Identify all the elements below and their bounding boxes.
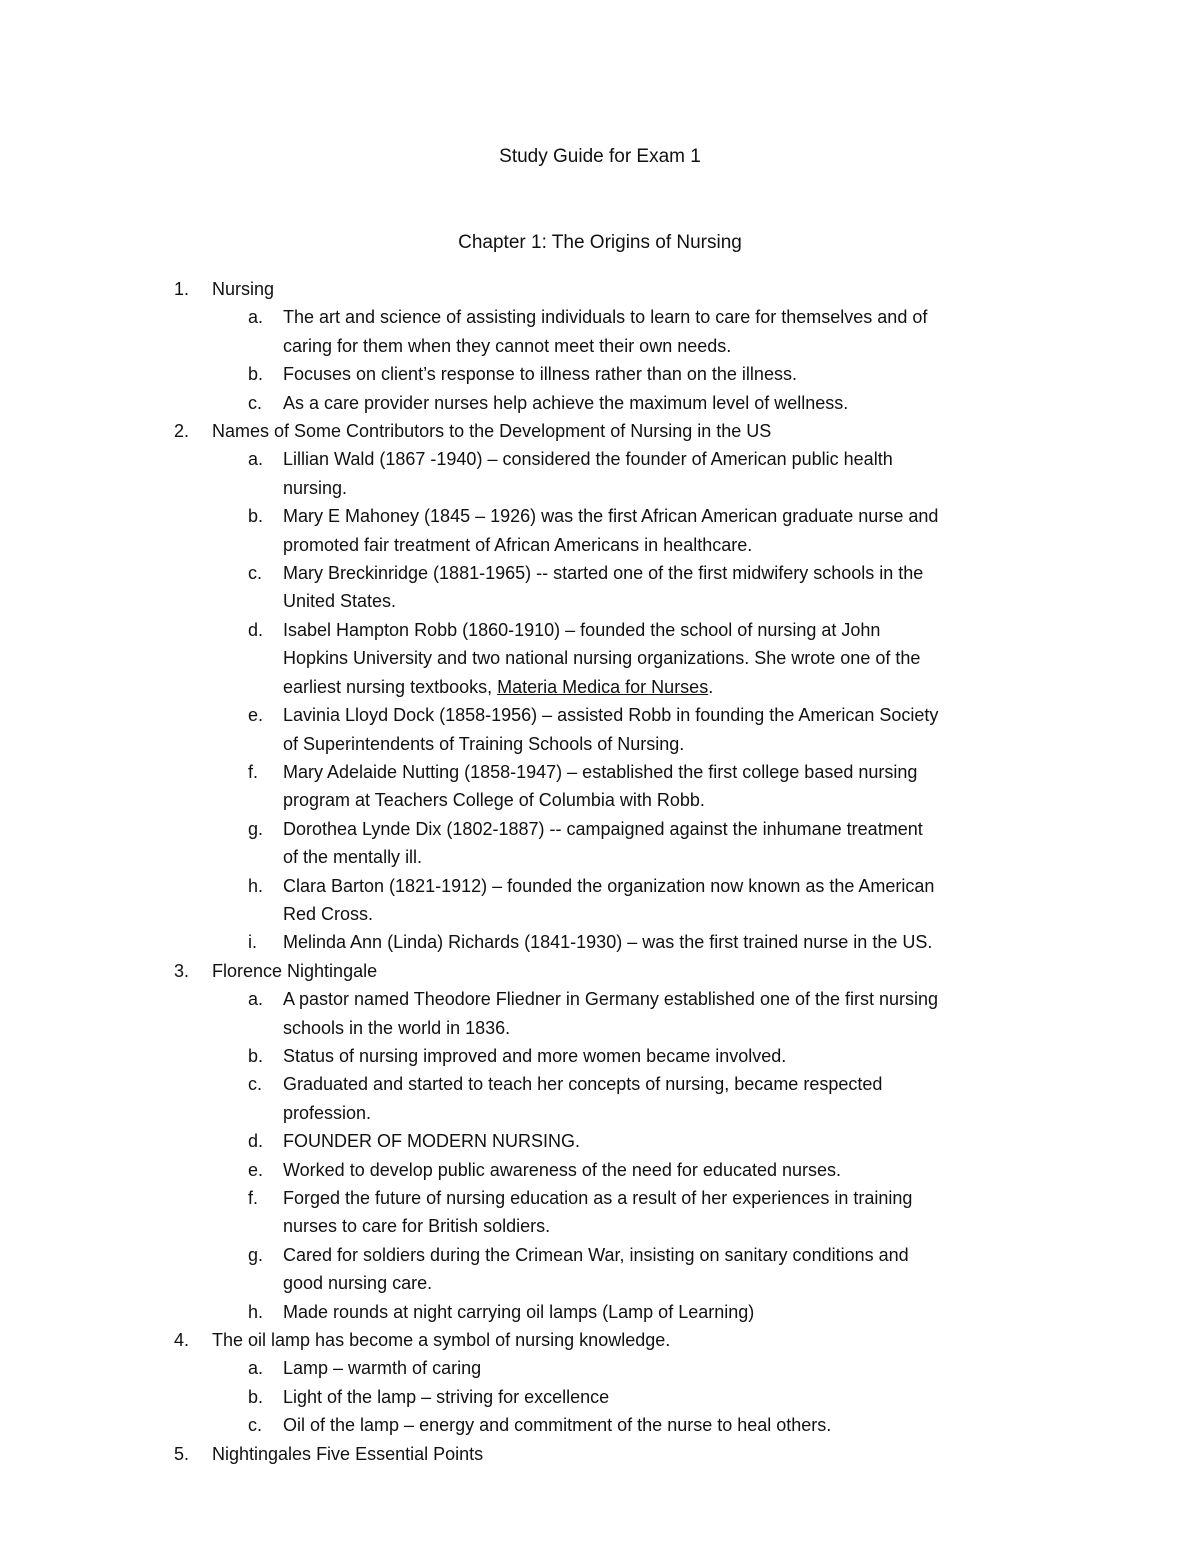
book-title: Materia Medica for Nurses (497, 676, 709, 697)
chapter-heading: Chapter 1: The Origins of Nursing (458, 232, 742, 253)
outline-sub-item-text: A pastor named Theodore Fliedner in Germany established one of the first nursing schools in the world in 1836. (283, 989, 939, 1038)
trailing-punctuation: . (708, 676, 714, 697)
outline-item-text: Nightingales Five Essential Points (212, 1443, 484, 1464)
document-title: Study Guide for Exam 1 (499, 146, 701, 167)
outline-sub-item-text: FOUNDER OF MODERN NURSING. (283, 1131, 580, 1152)
outline-sub-item-letter: f. (248, 761, 259, 782)
outline-item-number: 5. (174, 1443, 190, 1464)
sub-list (212, 985, 1070, 1326)
outline-sub-item-letter: c. (248, 1074, 263, 1095)
outline-list (0, 275, 1200, 1468)
outline-item-text: The oil lamp has become a symbol of nursing knowledge. (212, 1330, 671, 1351)
outline-sub-item (0, 389, 1070, 417)
outline-sub-item (0, 928, 1070, 956)
outline-sub-item (0, 1042, 1070, 1070)
outline-sub-item (0, 872, 1070, 929)
outline-sub-item-text: Light of the lamp – striving for excellence (283, 1386, 610, 1407)
outline-sub-item (0, 1156, 1070, 1184)
outline-item-text: Florence Nightingale (212, 960, 378, 981)
outline-sub-item-text: Graduated and started to teach her concepts of nursing, became respected profession. (283, 1074, 883, 1123)
outline-sub-item-text: Status of nursing improved and more women became involved. (283, 1045, 787, 1066)
outline-sub-item-text: Made rounds at night carrying oil lamps (Lamp of Learning) (283, 1301, 755, 1322)
outline-sub-item-letter: e. (248, 705, 264, 726)
outline-sub-item (0, 303, 1070, 360)
outline-item-number: 3. (174, 960, 190, 981)
outline-sub-item-text: Lamp – warmth of caring (283, 1358, 482, 1379)
outline-sub-item-letter: h. (248, 875, 264, 896)
outline-sub-item (0, 360, 1070, 388)
outline-sub-item (0, 1127, 1070, 1155)
outline-sub-item-letter: i. (248, 932, 257, 953)
outline-item (0, 957, 1200, 1326)
outline-sub-item (0, 1241, 1070, 1298)
outline-sub-item (0, 1383, 1070, 1411)
outline-item-number: 1. (174, 279, 190, 299)
outline-sub-item-text: Mary Breckinridge (1881-1965) -- started one of the first midwifery schools in the United States. (283, 563, 924, 612)
outline-sub-item (0, 502, 1070, 559)
outline-sub-item (0, 985, 1070, 1042)
outline-sub-item (0, 758, 1070, 815)
outline-sub-item-text: Clara Barton (1821-1912) – founded the organization now known as the American Red Cross. (283, 875, 935, 924)
outline-sub-item (0, 1070, 1070, 1127)
outline-item-text: Names of Some Contributors to the Development of Nursing in the US (212, 421, 772, 442)
outline-sub-item-text: Cared for soldiers during the Crimean War, insisting on sanitary conditions and good nursing care. (283, 1244, 909, 1294)
outline-sub-item-letter: h. (248, 1301, 264, 1322)
outline-sub-item-text: Mary E Mahoney (1845 – 1926) was the first African American graduate nurse and promoted fair treatment of African Americans in healthcare. (283, 506, 939, 555)
outline-sub-item-text: Lavinia Lloyd Dock (1858-1956) – assisted Robb in founding the American Society of Superintendents of Training Schools of Nursing. (283, 705, 939, 754)
outline-item-text: Nursing (212, 279, 275, 299)
outline-item-number: 4. (174, 1330, 190, 1351)
outline-sub-item-letter: d. (248, 619, 264, 640)
outline-sub-item-letter: c. (248, 392, 263, 413)
outline-item-number: 2. (174, 421, 190, 442)
outline-sub-item-text: Melinda Ann (Linda) Richards (1841-1930) – was the first trained nurse in the US. (283, 932, 933, 953)
outline-sub-item-letter: b. (248, 1386, 264, 1407)
outline-sub-item-text: Mary Adelaide Nutting (1858-1947) – established the first college based nursing program at Teachers College of Columbia with Robb. (283, 761, 918, 811)
outline-sub-item (0, 1184, 1070, 1241)
outline-sub-item (0, 815, 1070, 872)
sub-list (212, 1354, 1070, 1439)
outline-sub-item (0, 1354, 1070, 1382)
outline-sub-item-letter: a. (248, 449, 264, 470)
outline-sub-item-letter: b. (248, 1045, 264, 1066)
outline-sub-item-letter: a. (248, 989, 264, 1010)
outline-sub-item (0, 1411, 1070, 1439)
outline-sub-item (0, 1298, 1070, 1326)
outline-sub-item-text: Oil of the lamp – energy and commitment of the nurse to heal others. (283, 1415, 832, 1436)
outline-sub-item-letter: b. (248, 364, 264, 385)
outline-sub-item-letter: a. (248, 307, 264, 328)
outline-sub-item-letter: a. (248, 1358, 264, 1379)
outline-sub-item-letter: c. (248, 563, 263, 584)
outline-sub-item-text: As a care provider nurses help achieve the maximum level of wellness. (283, 392, 849, 413)
outline-sub-item-letter: g. (248, 1244, 264, 1265)
outline-sub-item-text: Focuses on client’s response to illness rather than on the illness. (283, 364, 797, 385)
outline-sub-item-text: Lillian Wald (1867 -1940) – considered the founder of American public health nursing. (283, 449, 893, 498)
outline-sub-item-letter: c. (248, 1415, 263, 1436)
outline-item (0, 417, 1200, 957)
outline-item (0, 275, 1200, 417)
outline-sub-item-letter: d. (248, 1131, 264, 1152)
outline-sub-item-text: Worked to develop public awareness of the need for educated nurses. (283, 1159, 842, 1180)
outline-sub-item (0, 701, 1070, 758)
outline-sub-item-text: The art and science of assisting individuals to learn to care for themselves and of caring for them when they cannot meet their own needs. (283, 307, 928, 356)
outline-sub-item-letter: f. (248, 1188, 259, 1208)
outline-sub-item (0, 445, 1070, 502)
outline-sub-item-text: Isabel Hampton Robb (1860-1910) – founded the school of nursing at John Hopkins University and two national nursing organizations. She wrote one of the earliest nursing textbooks, (283, 619, 921, 697)
outline-sub-item-letter: b. (248, 506, 264, 527)
outline-item (0, 1326, 1200, 1440)
outline-sub-item-text: Dorothea Lynde Dix (1802-1887) -- campaigned against the inhumane treatment of the mentally ill. (283, 818, 923, 868)
outline-sub-item-letter: g. (248, 818, 264, 839)
outline-sub-item-letter: e. (248, 1159, 264, 1180)
outline-item (0, 1440, 1200, 1468)
outline-sub-item (0, 559, 1070, 616)
outline-sub-item (0, 616, 1070, 701)
sub-list (212, 303, 1070, 417)
sub-list (212, 445, 1070, 956)
outline-sub-item-text: Forged the future of nursing education as a result of her experiences in training nurses to care for British soldiers. (283, 1188, 913, 1237)
